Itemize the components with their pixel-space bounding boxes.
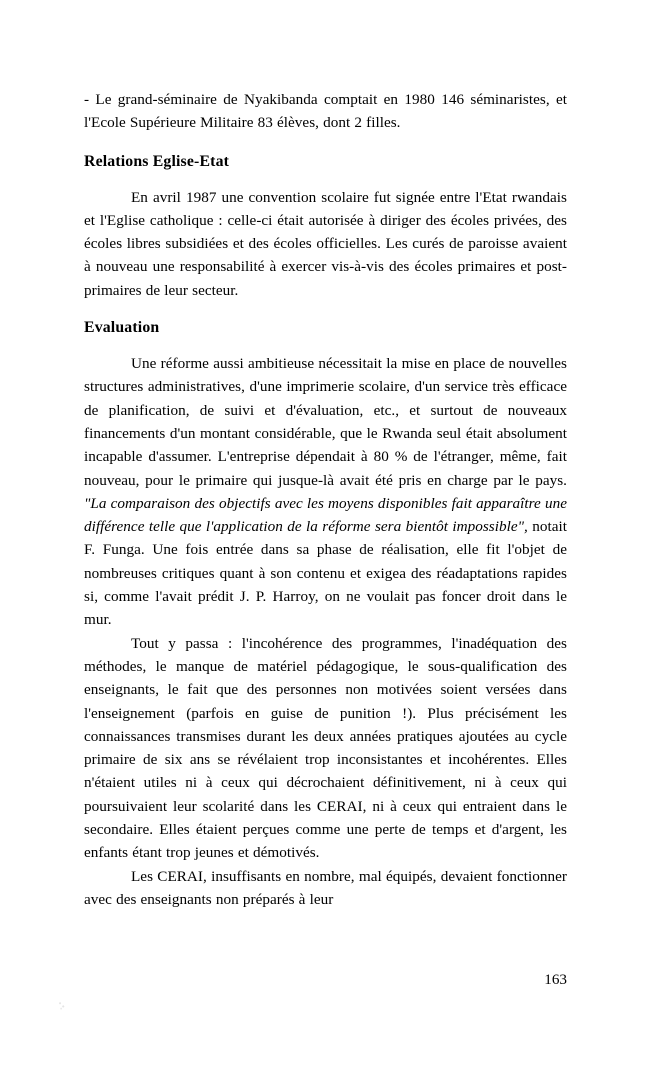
section-heading-evaluation: Evaluation [84,319,160,337]
page-text-column [84,88,567,911]
spacer-after-heading-2 [84,339,567,352]
paragraph-reforme-ambitieuse [84,352,567,632]
section-heading-relations-eglise-etat: Relations Eglise-Etat [84,152,230,170]
spacer-after-heading-1 [84,173,567,186]
paragraph-convention-scolaire-1987: En avril 1987 une convention scolaire fut signée entre l'Etat rwandais et l'Eglise catholique : celle-ci était autorisée à diriger des écoles privées, des écoles libres subsidiées et des écoles officielles. Les curés de paroisse avaient à nouveau une responsabilité à exercer vis-à-vis des écoles primaires et post-primaires de leur secteur. [84,188,567,299]
paragraph-reforme-text-before-quote: Une réforme aussi ambitieuse nécessitait la mise en place de nouvelles structures administratives, d'une imprimerie scolaire, d'un service très efficace de planification, de suivi et d'évaluation, etc., et surtout de nouveaux financements d'un montant considérable, que le Rwanda seul était absolument incapable d'assumer. L'entreprise dépendait à 80 % de l'étranger, même, fait nouveau, pour le primaire qui jusque-là avait été pris en charge par le pays. [84,355,567,489]
spacer-before-heading-1 [84,135,567,151]
bullet-paragraph: - Le grand-séminaire de Nyakibanda comptait en 1980 146 séminaristes, et l'Ecole Supérieure Militaire 83 élèves, dont 2 filles. [84,91,567,132]
page-number: 163 [544,971,567,988]
paragraph-les-cerai: Les CERAI, insuffisants en nombre, mal équipés, devaient fonctionner avec des enseignants non préparés à leur [84,867,567,908]
inline-quotation-funga: "La comparaison des objectifs avec les moyens disponibles fait apparaître une différence telle que l'application de la réforme sera bientôt impossible", [84,494,567,536]
scan-artifact-speck [58,1001,65,1010]
paragraph-tout-y-passa: Tout y passa : l'incohérence des programmes, l'inadéquation des méthodes, le manque de matériel pédagogique, le sous-qualification des enseignants, le fait que des personnes non motivées soient versées dans l'enseignement (parfois en guise de punition !). Plus précisément les connaissances transmises durant les deux années pratiques ajoutées au cycle primaire de six ans se révélaient trop inconsistantes et incohérentes. Elles n'étaient utiles ni à ceux qui décrochaient définitivement, ni à ceux qui poursuivaient leur scolarité dans les CERAI, ni à ceux qui entraient dans le secondaire. Elles étaient perçues comme une perte de temps et d'argent, les enfants étant trop jeunes et démotivés. [84,634,567,862]
spacer-before-heading-2 [84,302,567,317]
paragraph-reforme-text-after-quote: notait F. Funga. Une fois entrée dans sa phase de réalisation, elle fit l'objet de nombreuses critiques quant à son contenu et exigea des réadaptations rapides si, comme l'avait prédit J. P. Harroy, on ne voulait pas foncer droit dans le mur. [84,518,567,629]
